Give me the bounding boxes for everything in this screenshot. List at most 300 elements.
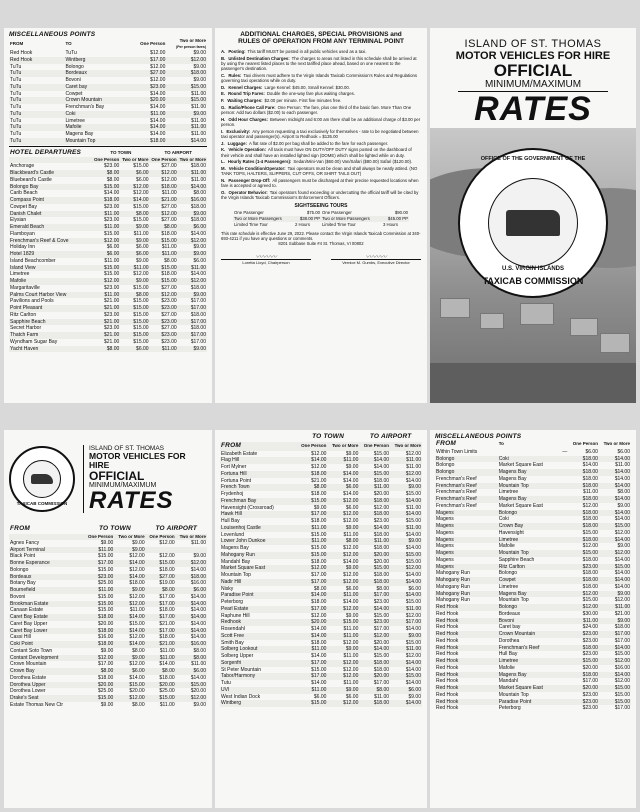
cell-fare: $20.00 [373, 491, 390, 498]
cell-fare: $14.00 [390, 498, 422, 505]
cell-from: Red Hook [9, 57, 64, 64]
rule-letter: C. [221, 72, 226, 78]
cell-fare: $18.00 [568, 510, 599, 517]
cell-fare: $14.00 [390, 592, 422, 599]
cell-fare: $11.00 [327, 633, 359, 640]
rule-text: This tariff MUST be posted in all public vehicles used as a taxi. [247, 48, 367, 54]
cell-fare: $9.00 [599, 591, 631, 598]
cell-fare: $14.00 [114, 560, 145, 567]
cell-fare: $14.00 [405, 680, 421, 687]
hotel-row [9, 292, 207, 299]
cell-fare: $15.00 [373, 612, 390, 619]
cell-from: Dorothea Estate [10, 674, 47, 681]
cell-fare: $18.00 [359, 579, 390, 586]
cell-fare: $14.00 [311, 626, 327, 633]
cell-fare: $12.00 [133, 271, 149, 278]
cell-from: Scott Free [220, 633, 297, 640]
cell-from: Agnes Fancy [10, 539, 40, 546]
cell-fare: $15.00 [390, 673, 422, 680]
cell-fare: $14.00 [599, 510, 631, 517]
cell-fare: $18.00 [297, 471, 328, 478]
cell-place: Magens Bay [498, 469, 569, 476]
cell-fare: $14.00 [390, 579, 422, 586]
cell-fare: $21.00 [614, 610, 630, 617]
cell-from: Blackbeard's Castle [9, 170, 92, 177]
cell-fare: $11.00 [161, 190, 177, 197]
misc-row [9, 138, 207, 145]
misc-row [9, 77, 207, 84]
official-title: OFFICIAL [493, 61, 573, 80]
cell-fare: $6.00 [345, 693, 359, 700]
cell-fare: $6.00 [120, 170, 149, 177]
cell-fare: $8.00 [313, 585, 327, 592]
cell-from: Danish Chalet [9, 211, 92, 218]
cell-fare: $20.00 [373, 639, 390, 646]
cell-fare: $14.00 [190, 593, 206, 600]
cell-place: Magens Bay [498, 672, 569, 679]
area-row [220, 505, 422, 512]
rule-item [221, 178, 421, 188]
misc-row [9, 111, 207, 118]
cell-fare: $9.00 [114, 587, 145, 594]
cell-fare: $15.00 [405, 518, 421, 525]
cell-fare: $12.00 [150, 292, 178, 299]
cell-from: Lower John Dunkoe [220, 538, 297, 545]
hotel-row [9, 346, 207, 353]
signatures [221, 252, 421, 265]
misc-row [435, 537, 631, 544]
cell-fare: $18.00 [190, 311, 206, 318]
cell-fare: $15.00 [114, 682, 145, 689]
cell-fare: $12.00 [327, 606, 359, 613]
two-more-header: Two or More [179, 157, 206, 163]
cell-from: West Indian Dock [221, 693, 261, 700]
cell-fare: $11.00 [178, 265, 207, 272]
rule-text: Large Kennel: $45.00, Small Kennel: $30.00. [264, 84, 350, 90]
cell-fare: $6.00 [313, 693, 327, 700]
cell-place: Mountain Top [498, 691, 529, 698]
cell-fare: $11.00 [568, 618, 599, 625]
cell-fare: $23.00 [103, 284, 120, 291]
cell-from: Louisenhoj Castle [220, 525, 297, 532]
cell-place: Bovoni [498, 618, 569, 625]
area-row [220, 646, 422, 653]
cell-fare: $21.00 [92, 305, 120, 312]
area-row [9, 695, 207, 702]
cell-place: Caret bay [64, 84, 131, 91]
cell-from: Red Hook [436, 691, 459, 698]
sightseeing-title: SIGHTSEEING TOURS [294, 203, 348, 210]
hotel-departures-title: HOTEL DEPARTURES [10, 148, 82, 156]
cell-fare: $12.00 [405, 653, 421, 660]
cell-fare: $9.00 [193, 553, 206, 560]
cell-from: Dorothea Upper [9, 682, 84, 689]
cell-fare: $20.00 [297, 619, 328, 626]
cell-from: Red Hook [436, 637, 459, 644]
cell-fare: $23.00 [373, 599, 390, 606]
cell-fare: $9.00 [390, 633, 422, 640]
cell-from: Caret Bay Lower [9, 628, 84, 635]
area-row [9, 641, 207, 648]
cell-fare: $27.00 [161, 284, 177, 291]
to-airport-header: TO AIRPORT [369, 433, 412, 440]
cell-from: Estate Thomas New Ctr [10, 701, 63, 708]
cell-fare: $17.00 [614, 705, 630, 712]
cell-fare: $14.00 [614, 570, 630, 577]
minmax-title: MINIMUM/MAXIMUM [89, 482, 157, 490]
cell-fare: $15.00 [405, 558, 421, 565]
cell-from: Tutu [221, 680, 231, 687]
cell-from: Smith Bay [221, 639, 244, 646]
cell-fare: $18.00 [582, 583, 598, 590]
cell-fare: $9.00 [599, 618, 631, 625]
cell-fare: $14.00 [582, 462, 598, 469]
cell-place: Coki [64, 111, 131, 118]
cell-fare: $14.00 [405, 572, 421, 579]
cell-fare: $18.00 [568, 483, 599, 490]
cell-place: Magens Bay [498, 591, 569, 598]
cell-from: TuTu [10, 77, 22, 84]
cell-fare: $12.00 [327, 552, 359, 559]
cell-fare: $14.00 [132, 124, 167, 131]
hotel-row [9, 305, 207, 312]
cell-fare: $14.00 [327, 471, 359, 478]
cell-fare: $20.00 [132, 97, 167, 104]
cell-from: Emerald Beach [9, 224, 92, 231]
effective-note: This rate schedule is effective June 29, 2022. Please contact the Virgin Islands Taxicab Commission at 340-693-4211 if you have any questions or comments. [221, 230, 421, 241]
area-row [220, 606, 422, 613]
cell-fare: $15.00 [97, 566, 114, 573]
misc-row [9, 70, 207, 77]
cell-place: Coki [498, 456, 569, 463]
cell-from: Canaan Estate [10, 607, 44, 614]
cell-fare: $15.00 [97, 593, 114, 600]
cell-from: Red Hook [436, 664, 459, 671]
cell-fare: $16.00 [97, 634, 114, 641]
misc-row [435, 462, 631, 469]
rule-item [221, 141, 421, 146]
misc-row [435, 604, 631, 611]
cell-from: Hotel 1829 [9, 251, 92, 258]
cell-from: Frenchman's Reef [436, 502, 477, 509]
cell-fare: $11.00 [132, 111, 167, 118]
area-row [9, 574, 207, 581]
misc-row [435, 645, 631, 652]
cell-from: Havensight (Crossroad) [221, 504, 274, 511]
cell-fare: $20.00 [359, 673, 390, 680]
cell-place: Mafolie [498, 664, 515, 671]
cell-from: Magens [436, 529, 454, 536]
cell-fare: $15.00 [129, 620, 145, 627]
cell-place: Bolongo [498, 570, 518, 577]
rule-heading: Vehicle Condition/Operator: [228, 166, 286, 172]
cell-from: Bovoni [10, 593, 26, 600]
area-row [220, 579, 422, 586]
cell-fare: $14.00 [390, 660, 422, 667]
cell-fare: $14.00 [599, 645, 631, 652]
misc-row [9, 131, 207, 138]
minmax-title: MINIMUM/MAXIMUM [458, 79, 608, 92]
misc-row [435, 476, 631, 483]
cell-fare: $14.00 [190, 607, 206, 614]
cell-fare: $11.00 [390, 457, 422, 464]
cell-fare: $23.00 [582, 705, 598, 712]
hotel-row [9, 170, 207, 177]
cell-fare: $9.00 [100, 701, 114, 708]
cell-fare: $11.00 [104, 257, 120, 264]
misc-row [435, 692, 631, 699]
cell-fare: $12.00 [343, 545, 359, 552]
cell-fare: $11.00 [191, 90, 206, 97]
cell-fare: $18.00 [84, 614, 114, 621]
island-title: ISLAND OF ST. THOMAS [464, 38, 602, 50]
cell-from: Caret Bay Upper [10, 620, 48, 627]
area-row [9, 668, 207, 675]
cell-place: Crown Mountain [498, 631, 569, 638]
cell-fare: $15.00 [359, 565, 390, 572]
to-town-header: TO TOWN [98, 525, 131, 532]
island-title: ISLAND OF ST. THOMAS [89, 444, 165, 452]
rule-heading: Operator Behavior: [228, 189, 268, 195]
area-row [220, 464, 422, 471]
cell-fare: $14.00 [190, 271, 206, 278]
rule-letter: A. [221, 48, 226, 54]
cell-fare: $8.00 [193, 190, 206, 197]
cell-fare: $6.00 [120, 251, 149, 258]
misc-row [435, 672, 631, 679]
area-row [220, 653, 422, 660]
cell-fare: $18.00 [159, 674, 175, 681]
hotel-row [9, 231, 207, 238]
cell-fare: $27.00 [161, 203, 177, 210]
cell-fare: $14.00 [599, 483, 631, 490]
area-row [220, 633, 422, 640]
area-row [220, 667, 422, 674]
cell-fare: $14.00 [359, 525, 390, 532]
cell-fare: $15.00 [359, 471, 390, 478]
cell-fare: $12.00 [599, 550, 631, 557]
cell-fare: $12.00 [176, 695, 207, 702]
cell-fare: $18.00 [359, 660, 390, 667]
cell-place: Mountain Top [498, 483, 569, 490]
cell-fare: $11.00 [150, 346, 178, 353]
cell-from: Island Beachcomber [10, 257, 56, 264]
cell-fare: $18.00 [568, 645, 599, 652]
cell-fare: $18.00 [311, 599, 327, 606]
area-row [220, 592, 422, 599]
cell-fare: $9.00 [132, 539, 145, 546]
cell-fare: $9.00 [193, 50, 206, 57]
cover-title [430, 28, 636, 128]
cell-fare: $11.00 [84, 547, 114, 554]
cell-fare: $12.00 [343, 518, 359, 525]
area-row [9, 607, 207, 614]
cell-from: Nisky [221, 585, 234, 592]
area-row [9, 601, 207, 608]
cell-fare: $14.00 [176, 601, 207, 608]
cell-fare: $17.00 [297, 579, 328, 586]
area-row [220, 498, 422, 505]
cell-fare: $20.00 [84, 682, 114, 689]
cell-from: Two or More Passengers [233, 216, 294, 222]
cell-fare: $9.00 [327, 646, 359, 653]
cell-fare: $15.00 [133, 163, 149, 170]
area-row [220, 619, 422, 626]
cell-fare: $14.00 [359, 457, 390, 464]
cell-fare: $14.00 [297, 457, 328, 464]
cell-fare: $14.00 [176, 614, 207, 621]
cell-from: TuTu [9, 84, 64, 91]
two-more-header: Two or More [122, 157, 149, 163]
cell-fare: $6.00 [178, 224, 207, 231]
cell-fare: $23.00 [150, 332, 178, 339]
cell-fare: $11.00 [297, 525, 328, 532]
cell-fare: $15.00 [103, 271, 120, 278]
cell-from: Solberg Lookout [220, 646, 297, 653]
misc-row [435, 523, 631, 530]
area-row [9, 628, 207, 635]
cell-from: Coki Point [9, 641, 84, 648]
cell-fare: $6.00 [345, 504, 359, 511]
cell-from: Cassi Hill [10, 634, 31, 641]
cell-fare: $11.00 [120, 265, 149, 272]
cell-fare: $15.00 [327, 619, 359, 626]
cell-place: Market Square East [498, 685, 569, 692]
cell-fare: $20.00 [359, 552, 390, 559]
cell-fare: $23.00 [373, 518, 390, 525]
cell-fare: $6.00 [176, 587, 207, 594]
misc-row [435, 651, 631, 658]
cell-fare: $12.00 [614, 597, 630, 604]
cell-from: Carib Beach [10, 190, 38, 197]
misc-row [435, 543, 631, 550]
area-row [220, 538, 422, 545]
cell-fare: $11.00 [615, 462, 630, 469]
cell-from: Wintberg [220, 700, 297, 707]
cell-from: Red Hook [435, 618, 498, 625]
cell-from: Anchorage [10, 163, 35, 170]
one-person-header: One Person [94, 157, 120, 163]
cell-fare: $18.00 [159, 634, 175, 641]
cell-fare: $9.00 [193, 77, 206, 84]
cell-from: Contant Soto Town [10, 647, 53, 654]
misc-row [435, 611, 631, 618]
cell-fare: $14.00 [614, 475, 630, 482]
cell-fare: $12.00 [405, 612, 421, 619]
hotel-row [9, 258, 207, 265]
cell-fare: $17.00 [132, 57, 167, 64]
cell-place: Limited Time Tour [321, 221, 356, 227]
cell-fare: $21.00 [150, 197, 178, 204]
rates-title: RATES [474, 90, 592, 128]
cell-fare: $15.00 [92, 265, 120, 272]
cell-fare: $9.00 [327, 565, 359, 572]
area-row [9, 580, 207, 587]
cell-fare: $8.00 [132, 647, 145, 654]
cell-fare: $18.00 [311, 518, 327, 525]
cell-fare: $20.00 [190, 688, 206, 695]
cell-fare: $11.00 [390, 606, 422, 613]
misc-row [435, 456, 631, 463]
cell-fare: $8.00 [359, 687, 390, 694]
cell-fare: $15.00 [599, 685, 631, 692]
rule-text: One Person: The fare, plus one third of the basic fare. More Than One person: Add two dollars ($2.00) to each passenger. [221, 104, 412, 116]
cell-from: Fortuna Point [221, 477, 252, 484]
cell-from: Frenchman's Reef [435, 496, 498, 503]
cell-fare: $23.00 [161, 338, 177, 345]
rule-text: Taxi drivers must adhere to the Virgin Islands Taxicab Commission's Rules and Regulations governing taxi operations while on duty. [221, 72, 418, 83]
area-row [220, 518, 422, 525]
cell-fare: $17.00 [159, 593, 175, 600]
cell-from: Magens [435, 537, 498, 544]
cell-from: Island View [9, 265, 92, 272]
misc-row [9, 97, 207, 104]
cell-fare: $23.00 [359, 619, 390, 626]
cell-fare: $23.00 [568, 631, 599, 638]
cell-fare: $18.00 [166, 70, 207, 77]
cell-place: Market Square East [498, 502, 543, 509]
rule-heading: Hourly Rates (1-4 Passengers): [227, 159, 292, 165]
cell-from: TuTu [10, 131, 22, 138]
cell-fare: $15.00 [311, 545, 327, 552]
cell-fare: $23.00 [568, 564, 599, 571]
cell-fare: $15.00 [166, 84, 207, 91]
hotel-row [9, 251, 207, 258]
cell-fare: $23.00 [103, 325, 120, 332]
cell-fare: $12.00 [614, 529, 630, 536]
hotel-row [9, 298, 207, 305]
cell-from: Frenchman Bay [220, 498, 297, 505]
cell-fare: $15.00 [133, 298, 149, 305]
cell-fare: $23.00 [103, 217, 120, 224]
cell-fare: $11.00 [343, 531, 359, 538]
cell-fare: $17.00 [582, 678, 598, 685]
cell-from: Magens [435, 550, 498, 557]
to-header: TO [65, 41, 72, 47]
cell-place: Magens Bay [498, 496, 569, 503]
cell-from: Red Hook [436, 624, 459, 631]
cell-fare: $18.00 [311, 558, 327, 565]
cell-fare: $14.00 [405, 477, 421, 484]
rule-text: All taxis must have ON DUTY/OFF DUTY signs posted on the dashboard of their vehicle and shall have an installed lighted sign (DOME) which shall be lighted while on duty. [221, 147, 412, 158]
cell-fare: $14.00 [343, 558, 359, 565]
cell-fare: $9.00 [114, 547, 145, 554]
rule-text: Taxi operators found exceeding or undercutting the official tariff will be cited by the Virgin Islands Taxicab Commission's Enforcement Officers. [221, 189, 419, 200]
cell-fare: $12.00 [343, 639, 359, 646]
cell-place: Dorothea [498, 637, 520, 644]
cover-header [9, 433, 207, 525]
hotel-row [9, 197, 207, 204]
cell-fare: $16.00 [178, 197, 207, 204]
cell-fare: $6.00 [585, 448, 598, 455]
panel-cover [430, 28, 636, 403]
cell-fare: $9.00 [390, 484, 422, 491]
area-row [220, 660, 422, 667]
cell-fare: $12.00 [159, 539, 175, 546]
hotel-departures-table [9, 149, 207, 353]
cell-fare: $12.00 [568, 604, 599, 611]
cell-from: Frenchman's Reef [436, 475, 477, 482]
cell-fare: $8.00 [327, 538, 359, 545]
rules-title: ADDITIONAL CHARGES, SPECIAL PROVISIONS and RULES OF OPERATION FROM ANY TERMINAL POINT [238, 31, 404, 46]
cell-fare: $14.00 [343, 477, 359, 484]
cell-fare: $11.00 [84, 587, 114, 594]
cell-fare: $17.00 [297, 511, 328, 518]
area-row [220, 680, 422, 687]
rule-item [221, 56, 421, 71]
misc-points-title: MISCELLANEOUS POINTS [435, 433, 522, 440]
rules-list [221, 49, 421, 200]
